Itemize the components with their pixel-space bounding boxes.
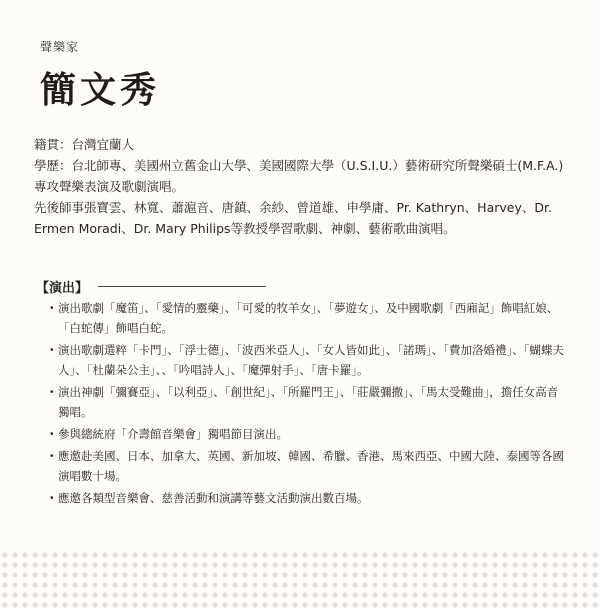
dot-pattern-decoration bbox=[0, 548, 600, 608]
list-item: ・ 演出歌劇選粹「卡門」、「浮士德」、「波西米亞人」、「女人皆如此」、「諾瑪」、「費加洛婚禮」、「蝴蝶夫人」、「杜蘭朵公主」、、「吟唱詩人」、「魔彈射手」、「唐卡羅」。 bbox=[44, 340, 568, 380]
performance-heading-label: 【演出】 bbox=[36, 281, 89, 296]
origin-line: 籍貫：台灣宜蘭人 bbox=[34, 137, 135, 152]
list-item: ・ 應邀各類型音樂會、慈善活動和演講等藝文活動演出數百場。 bbox=[44, 488, 568, 508]
profession-label: 聲樂家 bbox=[40, 40, 80, 54]
list-item: ・ 參與總統府「介壽館音樂會」獨唱節目演出。 bbox=[44, 424, 568, 444]
bullet-icon: ・ bbox=[46, 385, 58, 399]
bullet-icon: ・ bbox=[46, 343, 58, 357]
heading-rule bbox=[98, 286, 266, 287]
list-item: ・ 應邀赴美國、日本、加拿大、英國、新加坡、韓國、希臘、香港、馬來西亞、中國大陸、泰國等各國演唱數十場。 bbox=[44, 446, 568, 486]
bullet-icon: ・ bbox=[46, 491, 58, 505]
biography bbox=[34, 134, 574, 239]
performance-list bbox=[44, 298, 568, 510]
artist-name: 簡文秀 bbox=[40, 69, 161, 111]
education-line: 學歷：台北師專、美國州立舊金山大學、美國國際大學（U.S.I.U.）藝術研究所聲樂碩士(M.F.A.)專攻聲樂表演及歌劇演唱。 bbox=[34, 158, 564, 194]
list-item: ・ 演出歌劇「魔笛」、「愛情的靈藥」、「可愛的牧羊女」、「夢遊女」、及中國歌劇「西廂記」飾唱紅娘、「白蛇傳」飾唱白蛇。 bbox=[44, 298, 568, 338]
bullet-icon: ・ bbox=[46, 301, 58, 315]
performance-heading bbox=[36, 277, 266, 296]
bullet-icon: ・ bbox=[46, 449, 58, 463]
list-item: ・ 演出神劇「彌賽亞」、「以利亞」、「創世紀」、「所羅門王」、「莊嚴彌撒」、「馬太受難曲」，擔任女高音獨唱。 bbox=[44, 382, 568, 422]
bullet-icon: ・ bbox=[46, 427, 58, 441]
teachers-line: 先後師事張寶雲、林寬、蕭滬音、唐鎮、余紗、曾道雄、申學庸、Pr. Kathryn、Harvey、Dr. Ermen Moradi、Dr. Mary Philips等教授學習歌劇、神劇、藝術歌曲演唱。 bbox=[34, 200, 552, 236]
